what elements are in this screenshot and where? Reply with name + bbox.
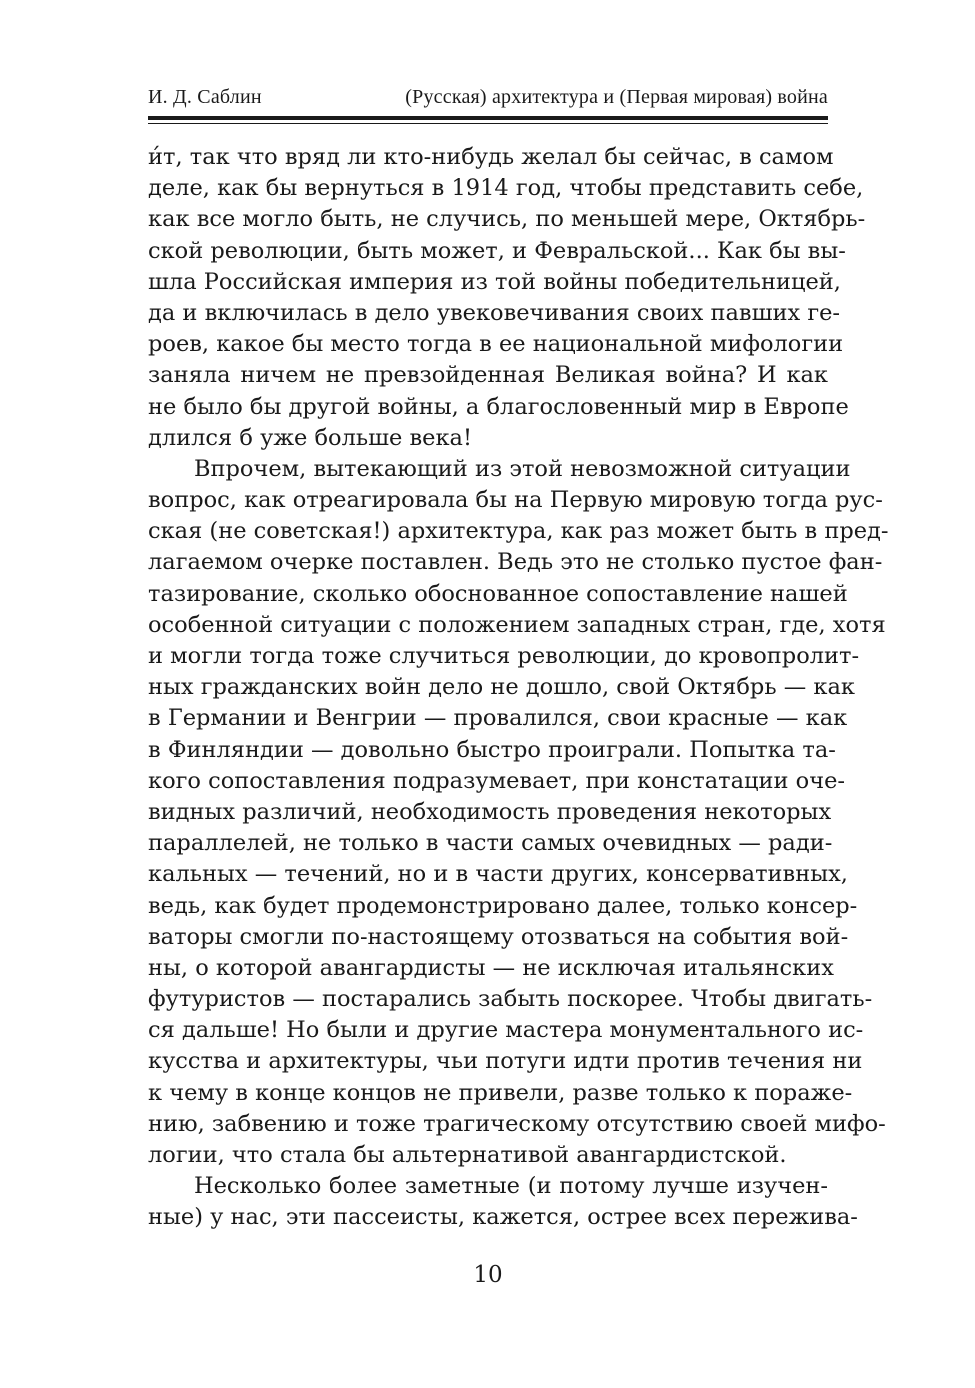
text-line: ны, о которой авангардисты — не исключая итальянских [148,954,834,981]
text-line: в Финляндии — довольно быстро проиграли. Попытка та- [148,736,836,763]
header-author: И. Д. Саблин [148,86,262,108]
text-line: как все могло быть, не случись, по меньшей мере, Октябрь- [148,206,866,233]
text-line: Несколько более заметные (и потому лучше изучен- [194,1173,828,1200]
paragraph-1 [148,142,866,454]
text-line: особенной ситуации с положением западных стран, где, хотя [148,611,886,638]
text-line: в Германии и Венгрии — провалился, свои красные — как [148,705,848,732]
paragraph-2 [148,454,889,1171]
text-line: параллелей, не только в части самых очевидных — ради- [148,830,833,857]
text-line: шла Российская империя из той войны победительницей, [148,268,841,295]
text-line: ская (не советская!) архитектура, как раз может быть в пред- [148,518,889,545]
header-rule-thick [148,116,828,120]
paragraph-3 [148,1171,858,1233]
text-line: Впрочем, вытекающий из этой невозможной ситуации [194,455,851,482]
text-line: ведь, как будет продемонстрировано далее, только консер- [148,892,858,919]
text-line: и́т, так что вряд ли кто-нибудь желал бы сейчас, в самом [148,144,834,170]
text-line: ся дальше! Но были и другие мастера монументального ис- [148,1017,864,1044]
text-line: логии, что стала бы альтернативой авангардистской. [148,1142,787,1168]
text-line: да и включилась в дело увековечивания своих павших ге- [148,299,841,326]
header-title: (Русская) архитектура и (Первая мировая) война [405,86,828,108]
text-line: кальных — течений, но и в части других, консервативных, [148,861,848,888]
text-line: ные) у нас, эти пассеисты, кажется, острее всех пережива- [148,1204,858,1231]
text-line: видных различий, необходимость проведения некоторых [148,798,832,825]
text-line: тазирование, сколько обоснованное сопоставление нашей [148,580,848,607]
text-line: лагаемом очерке поставлен. Ведь это не столько пустое фан- [148,549,883,576]
header-rule-thin [148,123,828,124]
text-line: и могли тогда тоже случиться революции, до кровопролит- [148,643,860,669]
text-line: ской революции, быть может, и Февральской... Как бы вы- [148,237,846,264]
body-text [148,142,889,1234]
text-line: нию, забвению и тоже трагическому отсутствию своей мифо- [148,1110,886,1137]
text-line: заняла ничем не превзойденная Великая война? И как [148,362,828,389]
running-head [148,86,828,109]
text-line: кого сопоставления подразумевает, при констатации оче- [148,767,845,794]
page-number: 10 [473,1262,503,1288]
text-line: ваторы смогли по-настоящему отозваться на события вой- [148,923,849,950]
text-line: кусства и архитектуры, чьи потуги идти против течения ни [148,1048,863,1075]
text-line: ных гражданских войн дело не дошло, свой Октябрь — как [148,674,855,701]
text-line: роев, какое бы место тогда в ее национальной мифологии [148,331,844,358]
text-line: вопрос, как отреагировала бы на Первую мировую тогда рус- [148,487,883,514]
book-page [148,0,889,1388]
text-line: футуристов — постарались забыть поскорее. Чтобы двигать- [148,986,873,1013]
text-line: длился б уже больше века! [148,424,473,451]
text-line: к чему в конце концов не привели, разве только к пораже- [148,1079,853,1106]
text-line: не было бы другой войны, а благословенный мир в Европе [148,393,849,420]
text-line: деле, как бы вернуться в 1914 год, чтобы представить себе, [148,175,864,202]
